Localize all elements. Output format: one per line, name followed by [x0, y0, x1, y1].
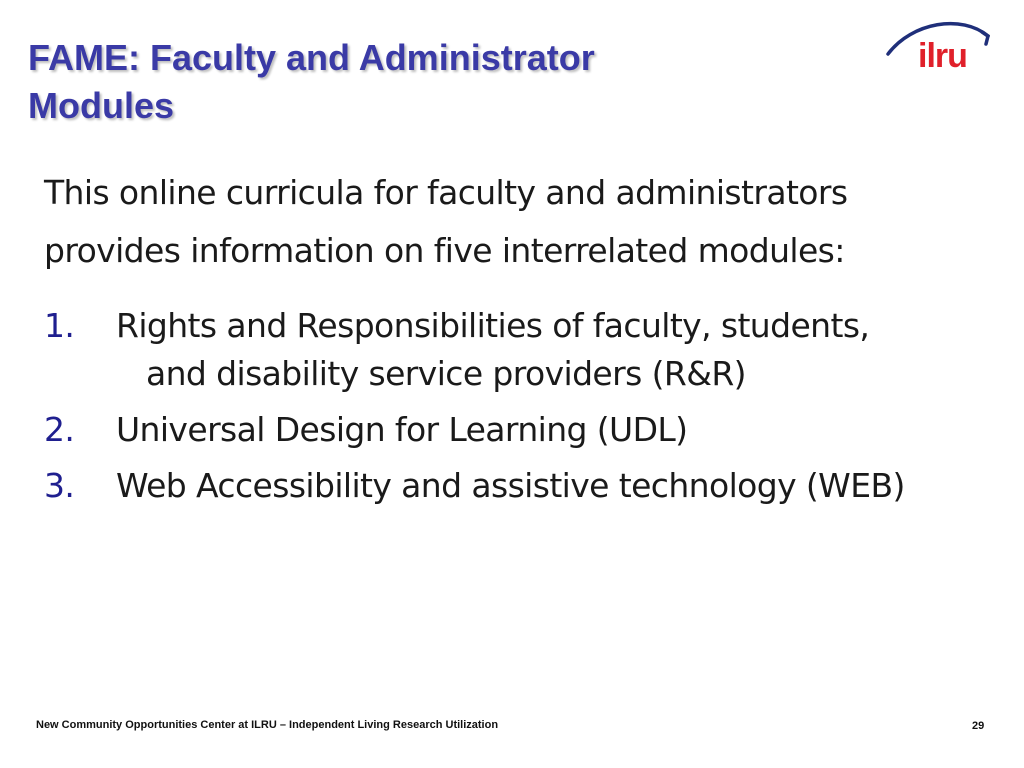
ilru-logo — [882, 14, 992, 74]
list-item-number: 1. — [44, 306, 75, 345]
logo-text: ilru — [918, 37, 967, 75]
page-number: 29 — [972, 720, 985, 732]
intro-line2: provides information on five interrelated modules: — [44, 231, 845, 270]
list-item-text: Universal Design for Learning (UDL) — [116, 410, 688, 449]
slide-title — [28, 34, 828, 130]
footer-text: New Community Opportunities Center at ILRU – Independent Living Research Utilization — [36, 719, 499, 731]
slide-title-line1: FAME: Faculty and Administrator — [28, 37, 595, 78]
list-item — [44, 302, 1004, 398]
slide-title-line2: Modules — [28, 85, 175, 126]
list-item-text: Web Accessibility and assistive technology (WEB) — [116, 466, 905, 505]
modules-list — [44, 302, 1004, 518]
list-item — [44, 462, 1004, 510]
list-item-number: 2. — [44, 410, 75, 449]
list-item-text-continued: and disability service providers (R&R) — [146, 354, 746, 393]
list-item — [44, 406, 1004, 454]
intro-line1: This online curricula for faculty and administrators — [44, 173, 848, 212]
list-item-text: Rights and Responsibilities of faculty, students, — [116, 306, 870, 345]
list-item-number: 3. — [44, 466, 75, 505]
intro-paragraph — [44, 164, 984, 280]
